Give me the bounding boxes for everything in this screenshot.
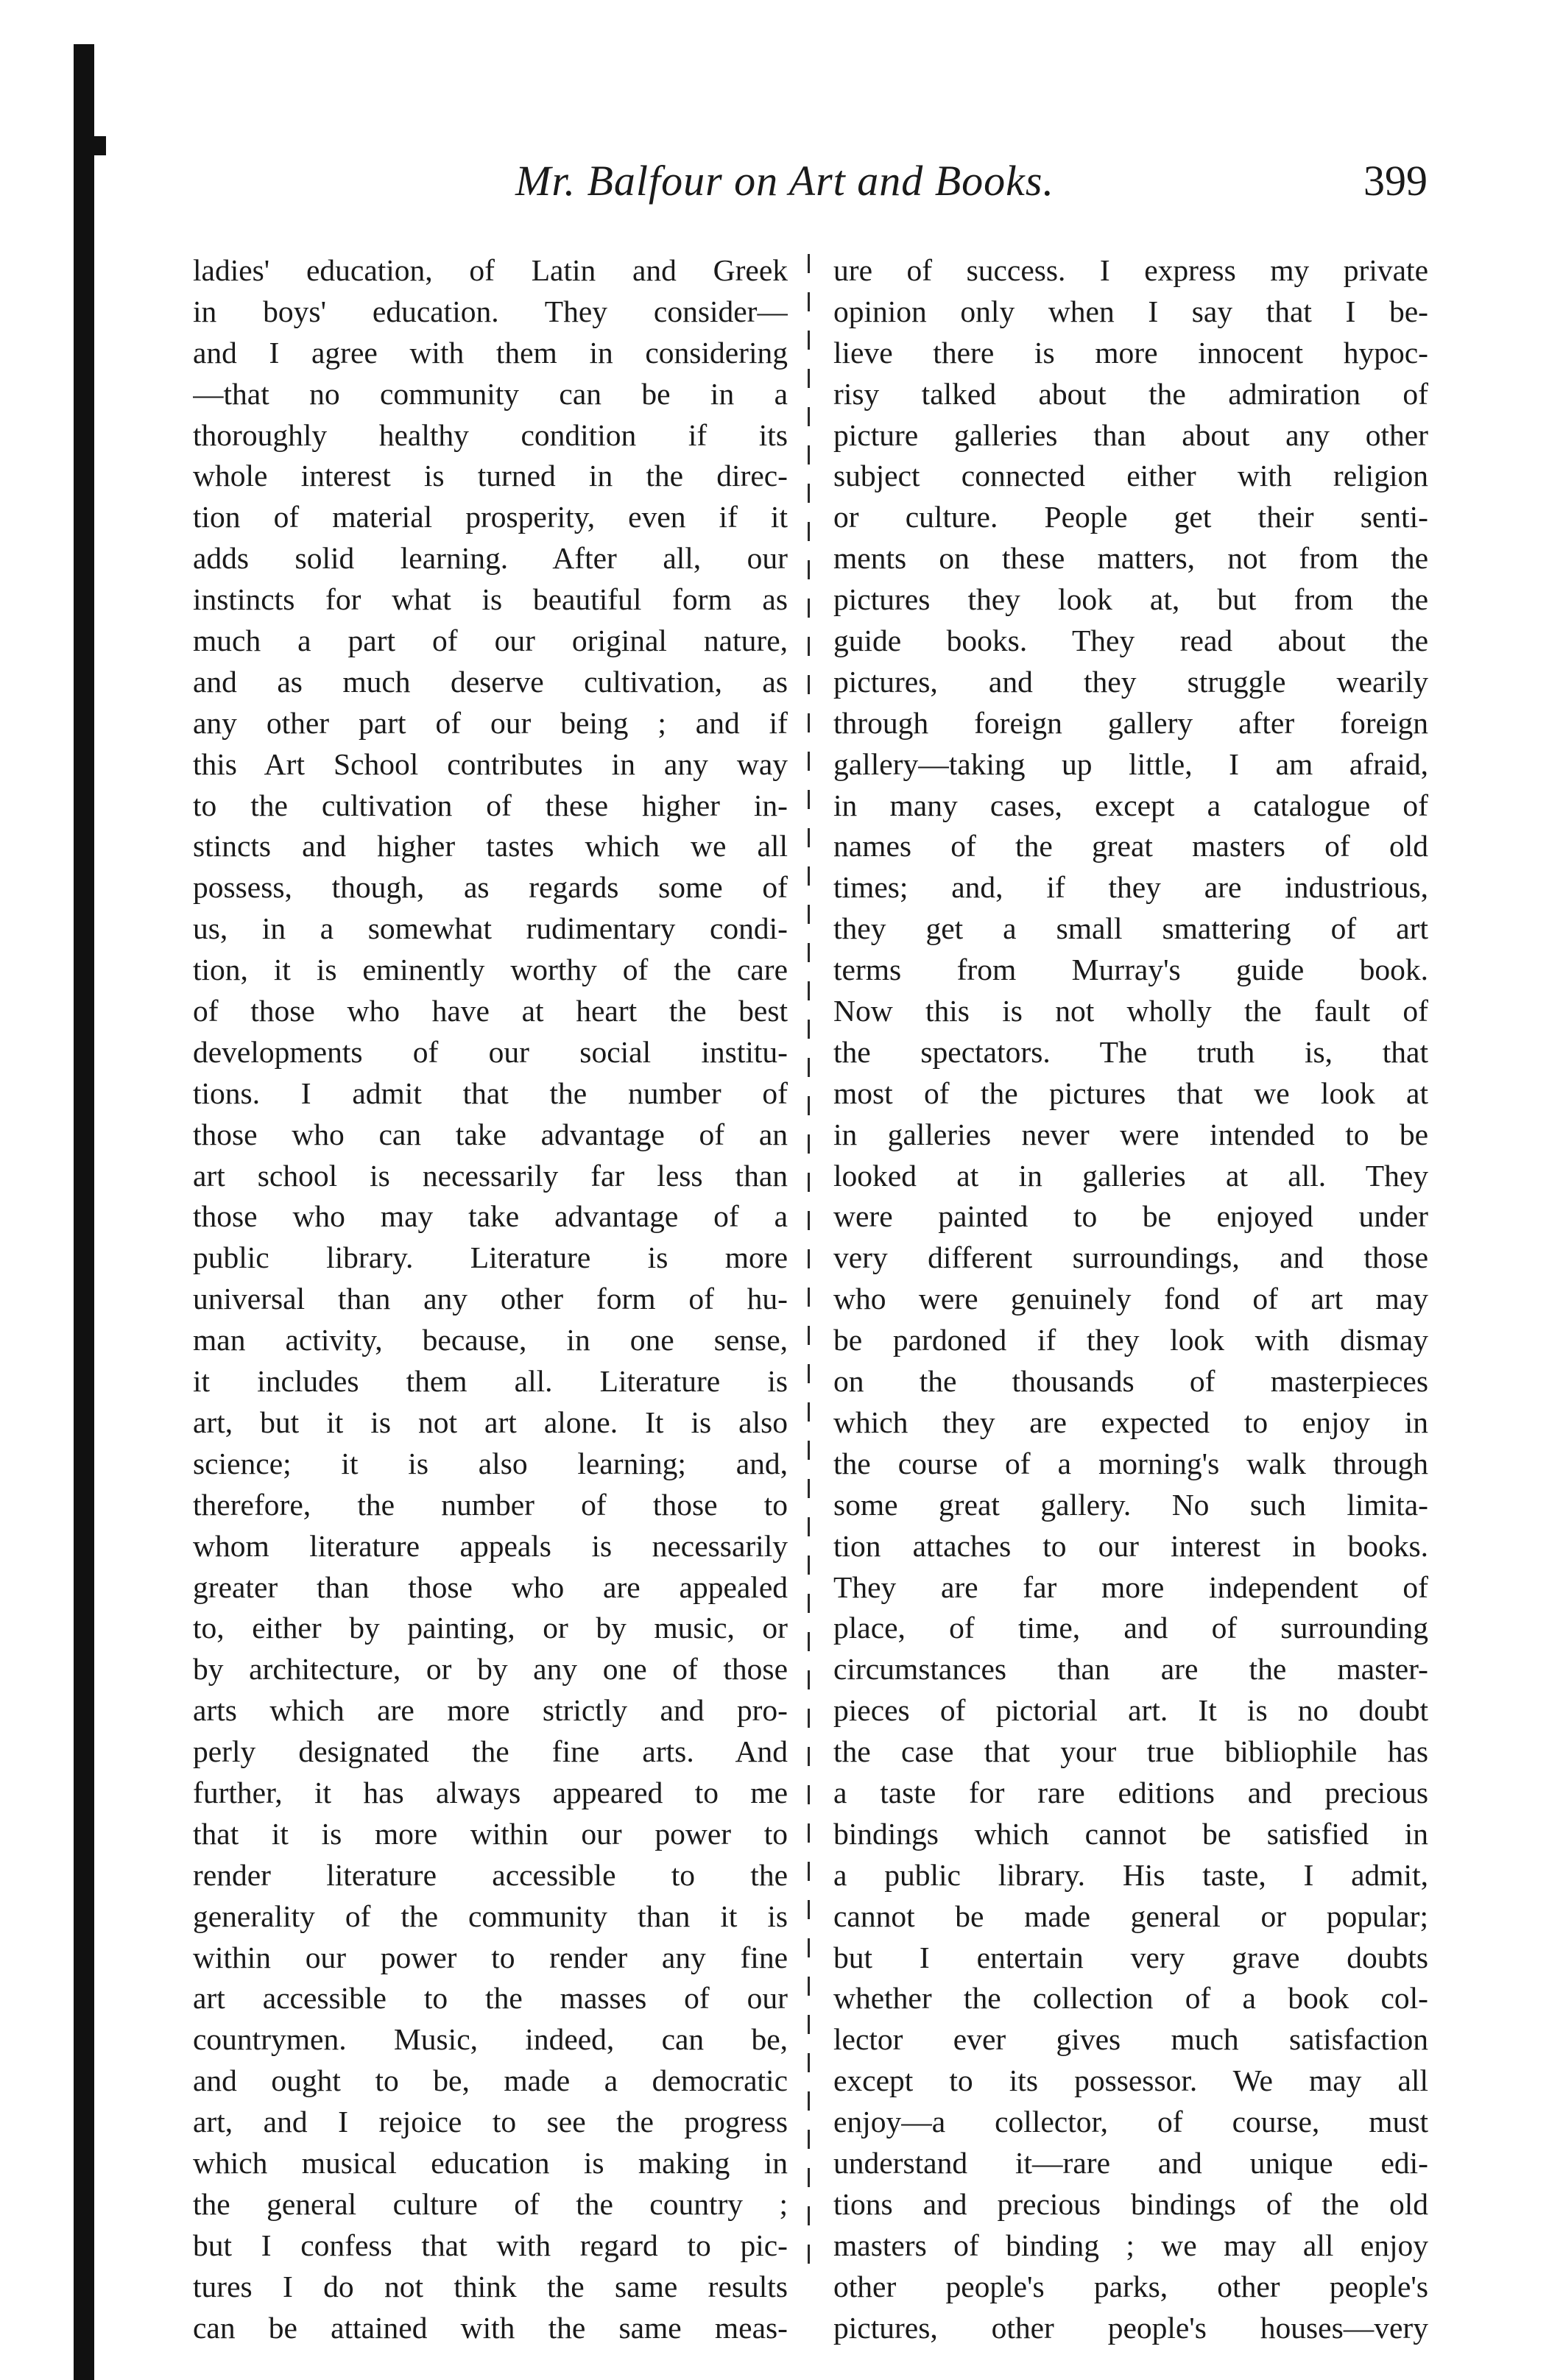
text-line: names of the great masters of old: [833, 829, 1428, 864]
text-line: art school is necessarily far less than: [193, 1158, 788, 1193]
text-line: by architecture, or by any one of those: [193, 1652, 788, 1687]
text-line: times; and, if they are industrious,: [833, 870, 1428, 905]
text-line: subject connected either with religion: [833, 459, 1428, 493]
text-line: this Art School contributes in any way: [193, 746, 788, 781]
text-line: within our power to render any fine: [193, 1940, 788, 1974]
text-line: it includes them all. Literature is: [193, 1364, 788, 1399]
text-line: that it is more within our power to: [193, 1816, 788, 1851]
text-line: us, in a somewhat rudimentary condi-: [193, 911, 788, 946]
page-number: 399: [1363, 157, 1428, 205]
text-line: tion, it is eminently worthy of the care: [193, 953, 788, 987]
text-line: in boys' education. They consider—: [193, 294, 788, 328]
text-line: very different surroundings, and those: [833, 1240, 1428, 1275]
text-line: other people's parks, other people's: [833, 2269, 1428, 2303]
text-line: art, and I rejoice to see the progress: [193, 2105, 788, 2139]
text-line: to the cultivation of these higher in-: [193, 788, 788, 822]
text-line: pictures they look at, but from the: [833, 582, 1428, 617]
text-line: cannot be made general or popular;: [833, 1899, 1428, 1933]
text-line: universal than any other form of hu-: [193, 1282, 788, 1316]
text-line: the spectators. The truth is, that: [833, 1034, 1428, 1069]
text-line: masters of binding ; we may all enjoy: [833, 2228, 1428, 2262]
text-line: arts which are more strictly and pro-: [193, 1693, 788, 1728]
text-line: who were genuinely fond of art may: [833, 1282, 1428, 1316]
text-line: circumstances than are the master-: [833, 1652, 1428, 1687]
text-line: developments of our social institu-: [193, 1034, 788, 1069]
text-line: a taste for rare editions and precious: [833, 1775, 1428, 1809]
text-line: and ought to be, made a democratic: [193, 2063, 788, 2098]
text-line: the general culture of the country ;: [193, 2186, 788, 2221]
text-line: most of the pictures that we look at: [833, 1076, 1428, 1110]
text-line: can be attained with the same meas-: [193, 2310, 788, 2345]
column-divider: [808, 254, 810, 2282]
text-line: whole interest is turned in the direc-: [193, 459, 788, 493]
text-line: possess, though, as regards some of: [193, 870, 788, 905]
text-line: man activity, because, in one sense,: [193, 1323, 788, 1357]
text-line: the case that your true bibliophile has: [833, 1734, 1428, 1769]
text-line: in many cases, except a catalogue of: [833, 788, 1428, 822]
text-line: art, but it is not art alone. It is also: [193, 1405, 788, 1439]
text-line: generality of the community than it is: [193, 1899, 788, 1933]
text-line: render literature accessible to the: [193, 1857, 788, 1892]
text-line: science; it is also learning; and,: [193, 1446, 788, 1480]
binding-mark: [87, 136, 106, 155]
text-line: understand it—rare and unique edi-: [833, 2145, 1428, 2180]
text-line: instincts for what is beautiful form as: [193, 582, 788, 617]
left-column: [193, 250, 788, 2348]
text-line: those who may take advantage of a: [193, 1199, 788, 1234]
text-line: a public library. His taste, I admit,: [833, 1857, 1428, 1892]
text-line: but I confess that with regard to pic-: [193, 2228, 788, 2262]
text-line: ure of success. I express my private: [833, 253, 1428, 287]
text-line: lieve there is more innocent hypoc-: [833, 335, 1428, 370]
text-line: looked at in galleries at all. They: [833, 1158, 1428, 1193]
text-line: adds solid learning. After all, our: [193, 541, 788, 576]
text-line: They are far more independent of: [833, 1569, 1428, 1604]
text-line: guide books. They read about the: [833, 624, 1428, 658]
text-line: —that no community can be in a: [193, 376, 788, 411]
text-line: enjoy—a collector, of course, must: [833, 2105, 1428, 2139]
text-line: ments on these matters, not from the: [833, 541, 1428, 576]
text-line: and I agree with them in considering: [193, 335, 788, 370]
text-line: bindings which cannot be satisfied in: [833, 1816, 1428, 1851]
text-line: gallery—taking up little, I am afraid,: [833, 746, 1428, 781]
text-line: countrymen. Music, indeed, can be,: [193, 2022, 788, 2057]
text-line: whom literature appeals is necessarily: [193, 1528, 788, 1563]
text-line: greater than those who are appealed: [193, 1569, 788, 1604]
text-line: thoroughly healthy condition if its: [193, 417, 788, 452]
text-line: pictures, other people's houses—very: [833, 2310, 1428, 2345]
binding-edge: [74, 44, 94, 2380]
text-line: tures I do not think the same results: [193, 2269, 788, 2303]
text-line: some great gallery. No such limita-: [833, 1487, 1428, 1522]
text-line: ladies' education, of Latin and Greek: [193, 253, 788, 287]
text-line: place, of time, and of surrounding: [833, 1611, 1428, 1645]
text-line: whether the collection of a book col-: [833, 1981, 1428, 2016]
text-line: but I entertain very grave doubts: [833, 1940, 1428, 1974]
text-line: on the thousands of masterpieces: [833, 1364, 1428, 1399]
text-line: the course of a morning's walk through: [833, 1446, 1428, 1480]
text-line: further, it has always appeared to me: [193, 1775, 788, 1809]
text-line: public library. Literature is more: [193, 1240, 788, 1275]
text-line: risy talked about the admiration of: [833, 376, 1428, 411]
text-line: which they are expected to enjoy in: [833, 1405, 1428, 1439]
text-line: they get a small smattering of art: [833, 911, 1428, 946]
text-line: lector ever gives much satisfaction: [833, 2022, 1428, 2057]
running-title: Mr. Balfour on Art and Books.: [515, 157, 1054, 205]
text-line: which musical education is making in: [193, 2145, 788, 2180]
text-line: terms from Murray's guide book.: [833, 953, 1428, 987]
text-line: stincts and higher tastes which we all: [193, 829, 788, 864]
text-line: except to its possessor. We may all: [833, 2063, 1428, 2098]
text-line: be pardoned if they look with dismay: [833, 1323, 1428, 1357]
text-line: to, either by painting, or by music, or: [193, 1611, 788, 1645]
text-line: of those who have at heart the best: [193, 994, 788, 1028]
text-line: art accessible to the masses of our: [193, 1981, 788, 2016]
text-line: therefore, the number of those to: [193, 1487, 788, 1522]
text-line: picture galleries than about any other: [833, 417, 1428, 452]
text-line: through foreign gallery after foreign: [833, 705, 1428, 740]
right-column: [833, 250, 1428, 2348]
text-line: and as much deserve cultivation, as: [193, 664, 788, 699]
text-line: pieces of pictorial art. It is no doubt: [833, 1693, 1428, 1728]
text-line: opinion only when I say that I be-: [833, 294, 1428, 328]
text-line: perly designated the fine arts. And: [193, 1734, 788, 1769]
text-line: tions and precious bindings of the old: [833, 2186, 1428, 2221]
text-line: tion attaches to our interest in books.: [833, 1528, 1428, 1563]
text-line: any other part of our being ; and if: [193, 705, 788, 740]
text-line: pictures, and they struggle wearily: [833, 664, 1428, 699]
text-line: in galleries never were intended to be: [833, 1117, 1428, 1151]
text-line: tion of material prosperity, even if it: [193, 500, 788, 534]
text-line: much a part of our original nature,: [193, 624, 788, 658]
text-line: were painted to be enjoyed under: [833, 1199, 1428, 1234]
text-line: or culture. People get their senti-: [833, 500, 1428, 534]
text-line: Now this is not wholly the fault of: [833, 994, 1428, 1028]
text-line: tions. I admit that the number of: [193, 1076, 788, 1110]
text-line: those who can take advantage of an: [193, 1117, 788, 1151]
